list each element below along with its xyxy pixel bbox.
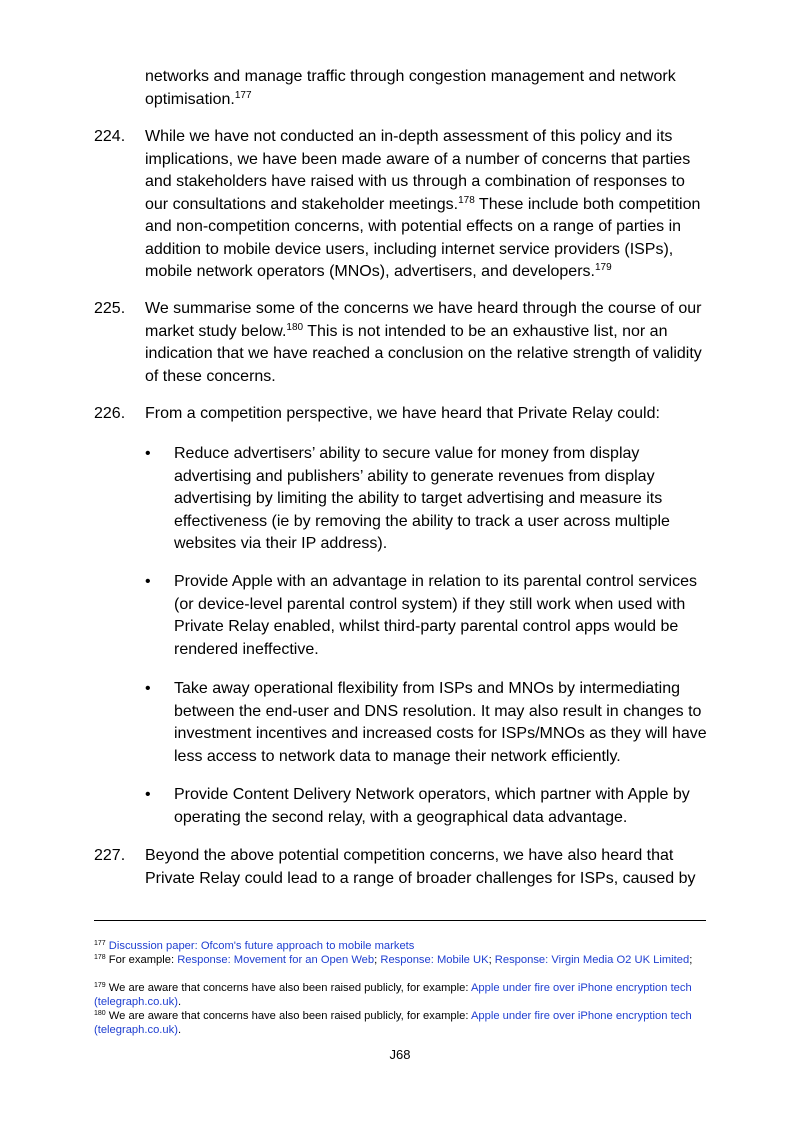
paragraph-number-225: 225. (94, 300, 126, 317)
footnote-177-link[interactable]: Discussion paper: Ofcom's future approach to mobile markets (108, 940, 415, 952)
paragraph-227: Beyond the above potential competition concerns, we have also heard that Private Relay could lead to a range of broader challenges for ISPs, caused by (145, 847, 696, 887)
bullet-3-symbol: • (145, 680, 151, 697)
page-number: J68 (389, 1047, 411, 1062)
footnote-separator (94, 920, 706, 921)
footnote-178-link-2[interactable]: Response: Mobile UK (380, 954, 489, 966)
footnote-178-number: 178 (94, 954, 106, 961)
bullet-1-text: Reduce advertisers’ ability to secure value for money from display advertising and publishers’ ability to generate revenues from display advertising by limiting the ability to target advertising and measure its effectiveness (ie by removing the ability to track a user across multiple websites via their IP address). (174, 445, 670, 552)
bullet-1-symbol: • (145, 445, 151, 462)
footnote-178 (94, 953, 706, 967)
paragraph-number-226: 226. (94, 405, 126, 422)
bullet-4-symbol: • (145, 786, 151, 803)
footnote-179-suffix: . (177, 996, 182, 1008)
footnote-180-prefix: We are aware that concerns have also been raised publicly, for example: (105, 1010, 471, 1022)
footnote-177 (94, 939, 706, 953)
footnote-180-link[interactable]: Apple under fire over iPhone encryption tech (telegraph.co.uk) (94, 1010, 692, 1036)
paragraph-225-text-a: We summarise some of the concerns we have heard through the course of our market study below. (145, 300, 702, 340)
footnote-179-number: 179 (94, 982, 106, 989)
bullet-2-text: Provide Apple with an advantage in relation to its parental control services (or device-level parental control system) if they still work when used with Private Relay enabled, whilst third-party parental control apps would be rendered ineffective. (174, 573, 697, 658)
paragraph-225 (145, 298, 710, 388)
paragraph-224-text-a: While we have not conducted an in-depth assessment of this policy and its implications, we have been made aware of a number of concerns that parties and stakeholders have raised with us through a combination of responses to our consultations and stakeholder meetings. (145, 128, 691, 213)
footnote-179 (94, 981, 706, 1009)
footnote-180 (94, 1009, 706, 1037)
bullet-3-text: Take away operational flexibility from ISPs and MNOs by intermediating between the end-user and DNS resolution. It may also result in changes to investment incentives and increased costs for ISPs/MNOs as they will have less access to network data to manage their network efficiently. (174, 680, 707, 765)
bullet-2-symbol: • (145, 573, 151, 590)
footnote-178-link-3[interactable]: Response: Virgin Media O2 UK Limited (494, 954, 690, 966)
continuation-text: networks and manage traffic through congestion management and network optimisation. (145, 68, 676, 108)
paragraph-number-224: 224. (94, 128, 126, 145)
footnote-178-link-1[interactable]: Response: Movement for an Open Web (177, 954, 375, 966)
bullet-4-text: Provide Content Delivery Network operators, which partner with Apple by operating the second relay, with a geographical data advantage. (174, 786, 690, 826)
paragraph-225-text-b: This is not intended to be an exhaustive list, nor an indication that we have reached a conclusion on the relative strength of validity of these concerns. (145, 322, 702, 385)
footnote-178-separator-2: ; (488, 954, 495, 966)
footnote-178-suffix: ; (689, 954, 693, 966)
paragraph-224 (145, 126, 710, 284)
footnote-180-suffix: . (177, 1024, 182, 1036)
footnote-ref-178[interactable]: 178 (458, 194, 475, 206)
footnote-ref-177[interactable]: 177 (234, 89, 252, 101)
footnote-179-link[interactable]: Apple under fire over iPhone encryption tech (telegraph.co.uk) (94, 982, 692, 1008)
footnote-179-prefix: We are aware that concerns have also been raised publicly, for example: (105, 982, 471, 994)
paragraph-226: From a competition perspective, we have heard that Private Relay could: (145, 405, 660, 422)
footnote-178-prefix: For example: (105, 954, 178, 966)
paragraph-224-text-b: These include both competition and non-competition concerns, with potential effects on a range of parties in addition to mobile device users, including internet service providers (ISPs), mobile network operators (MNOs), advertisers, and developers. (145, 195, 701, 280)
paragraph-number-227: 227. (94, 847, 126, 864)
footnote-177-number: 177 (94, 940, 106, 947)
footnote-180-number: 180 (94, 1010, 106, 1017)
footnote-ref-179[interactable]: 179 (594, 262, 612, 273)
footnote-ref-180[interactable]: 180 (286, 321, 304, 333)
continuation-paragraph (145, 66, 710, 111)
footnote-178-separator-1: ; (374, 954, 381, 966)
